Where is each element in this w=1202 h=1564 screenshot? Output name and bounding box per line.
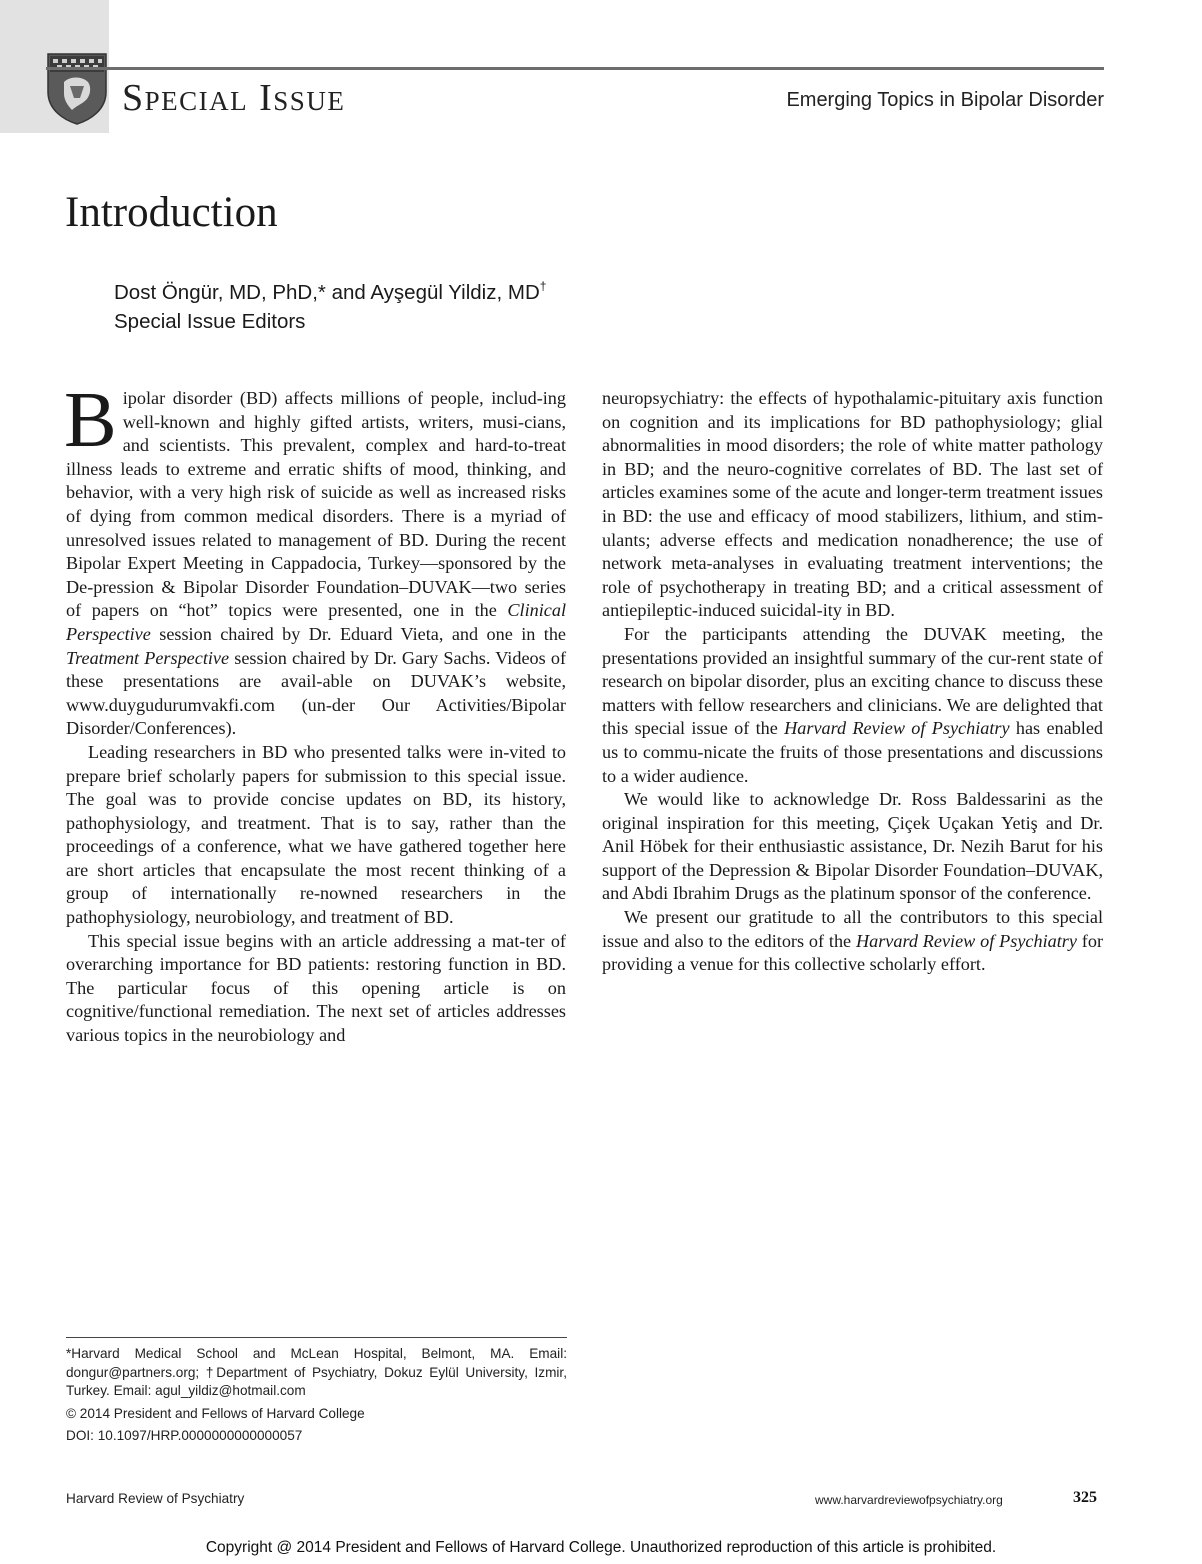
harvard-shield-icon (46, 52, 108, 126)
dropcap: B (64, 377, 117, 464)
paragraph-6-text-b: for providing a venue for this collective scholarly effort. (602, 930, 1104, 975)
paragraph-1-text-c: session chaired by Dr. Gary Sachs. Videos of these presentations are avail-able on DUVAK’s website, www.duygudurumvakfi.com (un-der Our Activities/Bipolar Disorder/Conferences). (66, 647, 566, 739)
paragraph-6-text-a: We present our gratitude to all the contributors to this special issue and also to the editors of the (602, 907, 1103, 951)
footnote-doi: DOI: 10.1097/HRP.0000000000000057 (66, 1428, 303, 1443)
authors-role: Special Issue Editors (114, 310, 306, 333)
paragraph-4-text-b: has enabled us to commu-nicate the fruits of those presentations and discussions to a wider audience. (602, 718, 1103, 786)
page-number: 325 (1073, 1489, 1097, 1506)
paragraph-1-italic-b: Treatment Perspective (66, 647, 230, 668)
authors-names: Dost Öngür, MD, PhD,* and Ayşegül Yildiz, MD (114, 281, 540, 304)
paragraph-2: Leading researchers in BD who presented talks were in-vited to prepare brief scholarly papers for submission to this special issue. The goal was to provide concise updates on BD, its history, pathophysiology, and treatment. That is to say, rather than the proceedings of a conference, what we have gathered together here are short articles that encapsulate the most recent thinking of a group of internationally re-nowned researchers in the pathophysiology, neurobiology, and treatment of BD. (66, 741, 566, 928)
footnote-affiliations: *Harvard Medical School and McLean Hospital, Belmont, MA. Email: dongur@partners.org; †Department of Psychiatry, Dokuz Eylül University, Izmir, Turkey. Email: agul_yildiz@hotmail.com (66, 1346, 567, 1398)
section-label: Special Issue (122, 77, 346, 119)
paragraph-4-italic: Harvard Review of Psychiatry (784, 718, 1010, 739)
paragraph-4 (602, 623, 1103, 788)
paragraph-1-italic-a: Clinical Perspective (66, 600, 566, 644)
copyright-banner: Copyright @ 2014 President and Fellows of Harvard College. Unauthorized reproduction of this article is prohibited. (205, 1539, 997, 1556)
article-title: Introduction (65, 189, 278, 236)
paragraph-1-text-a: ipolar disorder (BD) affects millions of people, includ-ing well-known and highly gifted artists, writers, musi-cians, and scientists. This prevalent, complex and hard-to-treat illness leads to extreme and erratic shifts of mood, thinking, and behavior, with a very high risk of suicide as well as increased risks of dying from common medical disorders. There is a myriad of unresolved issues related to management of BD. During the recent Bipolar Expert Meeting in Cappadocia, Turkey—sponsored by the De-pression & Bipolar Disorder Foundation–DUVAK—two series of papers on “hot” topics were presented, one in the (66, 388, 566, 621)
paragraph-4-text-a: For the participants attending the DUVAK meeting, the presentations provided an insightful summary of the cur-rent state of research on bipolar disorder, plus an exciting chance to discuss these matters with fellow researchers and clinicians. We are delighted that this special issue of the (602, 623, 1103, 739)
authors-block (114, 272, 546, 336)
paragraph-5: We would like to acknowledge Dr. Ross Baldessarini as the original inspiration for this meeting, Çiçek Uçakan Yetiş and Dr. Anil Höbek for their enthusiastic assistance, Dr. Nezih Barut for his support of the Depression & Bipolar Disorder Foundation–DUVAK, and Abdi Ibrahim Drugs as the platinum sponsor of the conference. (602, 789, 1103, 904)
body-column-left (64, 377, 566, 1048)
footnote-rule (66, 1337, 567, 1338)
footer-url: www.harvardreviewofpsychiatry.org (815, 1493, 1003, 1507)
footer-journal-name: Harvard Review of Psychiatry (66, 1491, 245, 1506)
paragraph-3: This special issue begins with an article addressing a mat-ter of overarching importance for BD patients: restoring function in BD. The particular focus of this opening article is on cognitive/functional remediation. The next set of articles addresses various topics in the neurobiology and (66, 930, 566, 1046)
body-column-right (602, 387, 1103, 977)
footnotes (66, 1345, 567, 1450)
paragraph-1 (64, 377, 566, 741)
paragraph-6-italic: Harvard Review of Psychiatry (855, 930, 1077, 951)
authors-line (114, 272, 546, 307)
paragraph-1-text-b: session chaired by Dr. Eduard Vieta, and one in the (150, 623, 566, 644)
author-footnote-mark: † (539, 279, 547, 293)
paragraph-6 (602, 906, 1103, 977)
paragraph-3-continued: neuropsychiatry: the effects of hypothalamic-pituitary axis function on cognition and its implications for BD pathophysiology; glial abnormalities in mood disorders; the role of white matter pathology in BD; and the neuro-cognitive correlates of BD. The last set of articles examines some of the acute and longer-term treatment issues in BD: the use and efficacy of mood stabilizers, lithium, and stim-ulants; adverse effects and medication nonadherence; the use of network meta-analyses in evaluating treatment interventions; the role of psychotherapy in treating BD; and a critical assessment of antiepileptic-induced suicidal-ity in BD. (602, 388, 1103, 621)
issue-topic: Emerging Topics in Bipolar Disorder (786, 89, 1104, 111)
header-rule (46, 67, 1104, 70)
footnote-copyright: © 2014 President and Fellows of Harvard College (66, 1405, 365, 1421)
